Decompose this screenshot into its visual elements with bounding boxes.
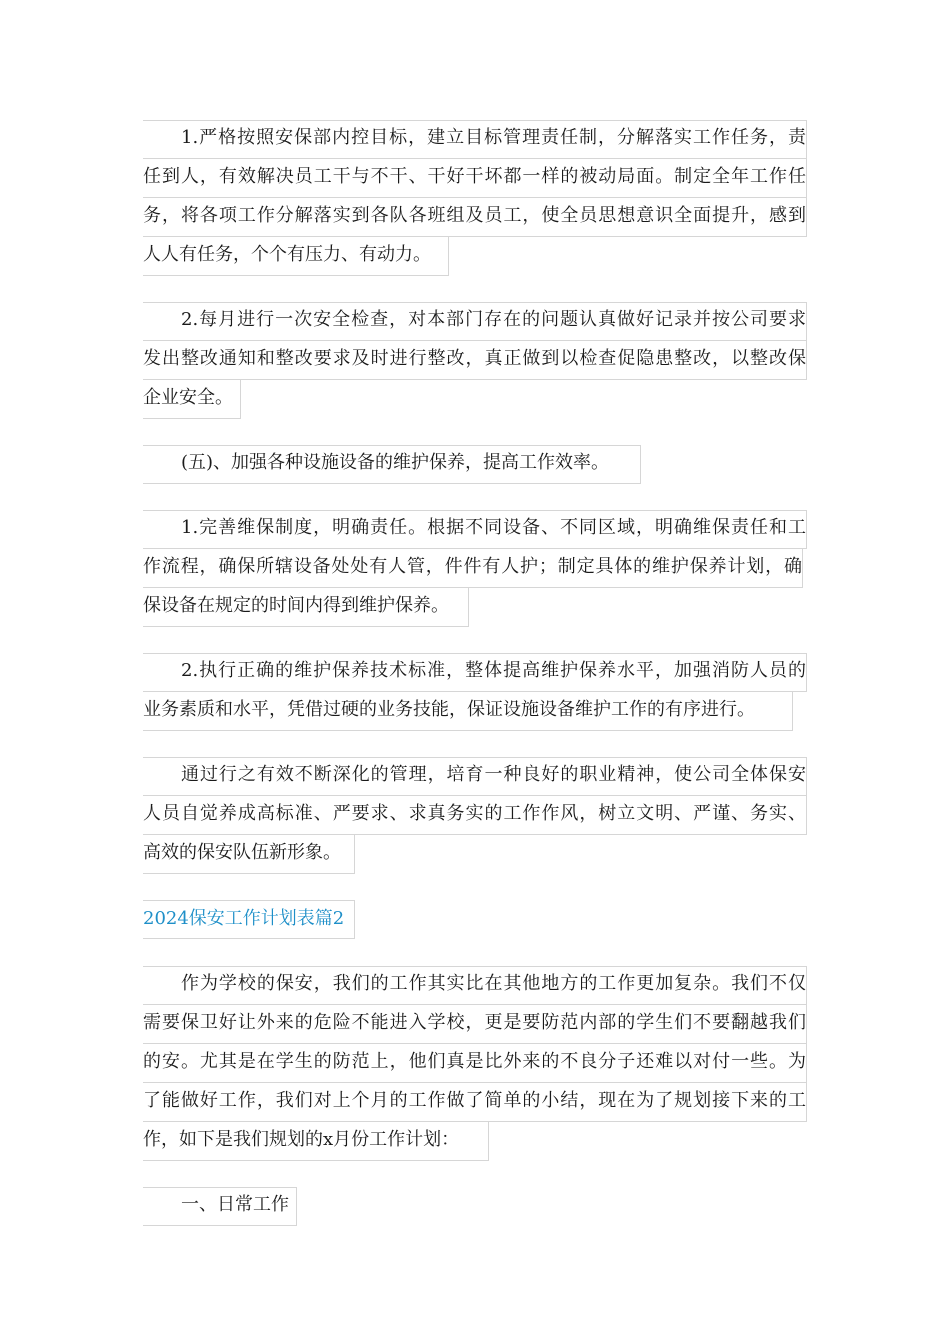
paragraph-1 [143,120,807,280]
heading-text: 2024保安工作计划表篇2 [143,900,355,939]
paragraph-3 [143,445,807,488]
text-line: 2.执行正确的维护保养技术标准，整体提高维护保养水平，加强消防人员的 [143,653,807,692]
text-line: 企业安全。 [143,380,241,419]
section-heading [143,900,807,944]
text-line: 1.完善维保制度，明确责任。根据不同设备、不同区域，明确维保责任和工 [143,510,807,549]
text-line: 业务素质和水平，凭借过硬的业务技能，保证设施设备维护工作的有序进行。 [143,692,793,731]
text-line: 通过行之有效不断深化的管理，培育一种良好的职业精神，使公司全体保安 [143,757,807,796]
text-line: 的安。尤其是在学生的防范上，他们真是比外来的不良分子还难以对付一些。为 [143,1044,807,1083]
text-line: 任到人，有效解决员工干与不干、干好干坏都一样的被动局面。制定全年工作任 [143,159,807,198]
paragraph-6 [143,757,807,878]
paragraph-5 [143,653,807,735]
text-line: 1.严格按照安保部内控目标，建立目标管理责任制，分解落实工作任务，责 [143,120,807,159]
document-body [143,120,807,1252]
paragraph-4 [143,510,807,631]
paragraph-2 [143,302,807,423]
text-line: 保设备在规定的时间内得到维护保养。 [143,588,469,627]
text-line: (五)、加强各种设施设备的维护保养，提高工作效率。 [143,445,641,484]
text-line: 一、日常工作 [143,1187,297,1226]
text-line: 作流程，确保所辖设备处处有人管，件件有人护；制定具体的维护保养计划，确 [143,549,803,588]
text-line: 务，将各项工作分解落实到各队各班组及员工，使全员思想意识全面提升，感到 [143,198,807,237]
text-line: 人员自觉养成高标准、严要求、求真务实的工作作风，树立文明、严谨、务实、 [143,796,807,835]
text-line: 作，如下是我们规划的x月份工作计划： [143,1122,489,1161]
text-line: 2.每月进行一次安全检查，对本部门存在的问题认真做好记录并按公司要求 [143,302,807,341]
paragraph-8 [143,1187,807,1230]
text-line: 发出整改通知和整改要求及时进行整改，真正做到以检查促隐患整改，以整改保 [143,341,807,380]
text-line: 高效的保安队伍新形象。 [143,835,355,874]
text-line: 作为学校的保安，我们的工作其实比在其他地方的工作更加复杂。我们不仅 [143,966,807,1005]
paragraph-7 [143,966,807,1165]
text-line: 需要保卫好让外来的危险不能进入学校，更是要防范内部的学生们不要翻越我们 [143,1005,807,1044]
text-line: 了能做好工作，我们对上个月的工作做了简单的小结，现在为了规划接下来的工 [143,1083,807,1122]
text-line: 人人有任务，个个有压力、有动力。 [143,237,449,276]
